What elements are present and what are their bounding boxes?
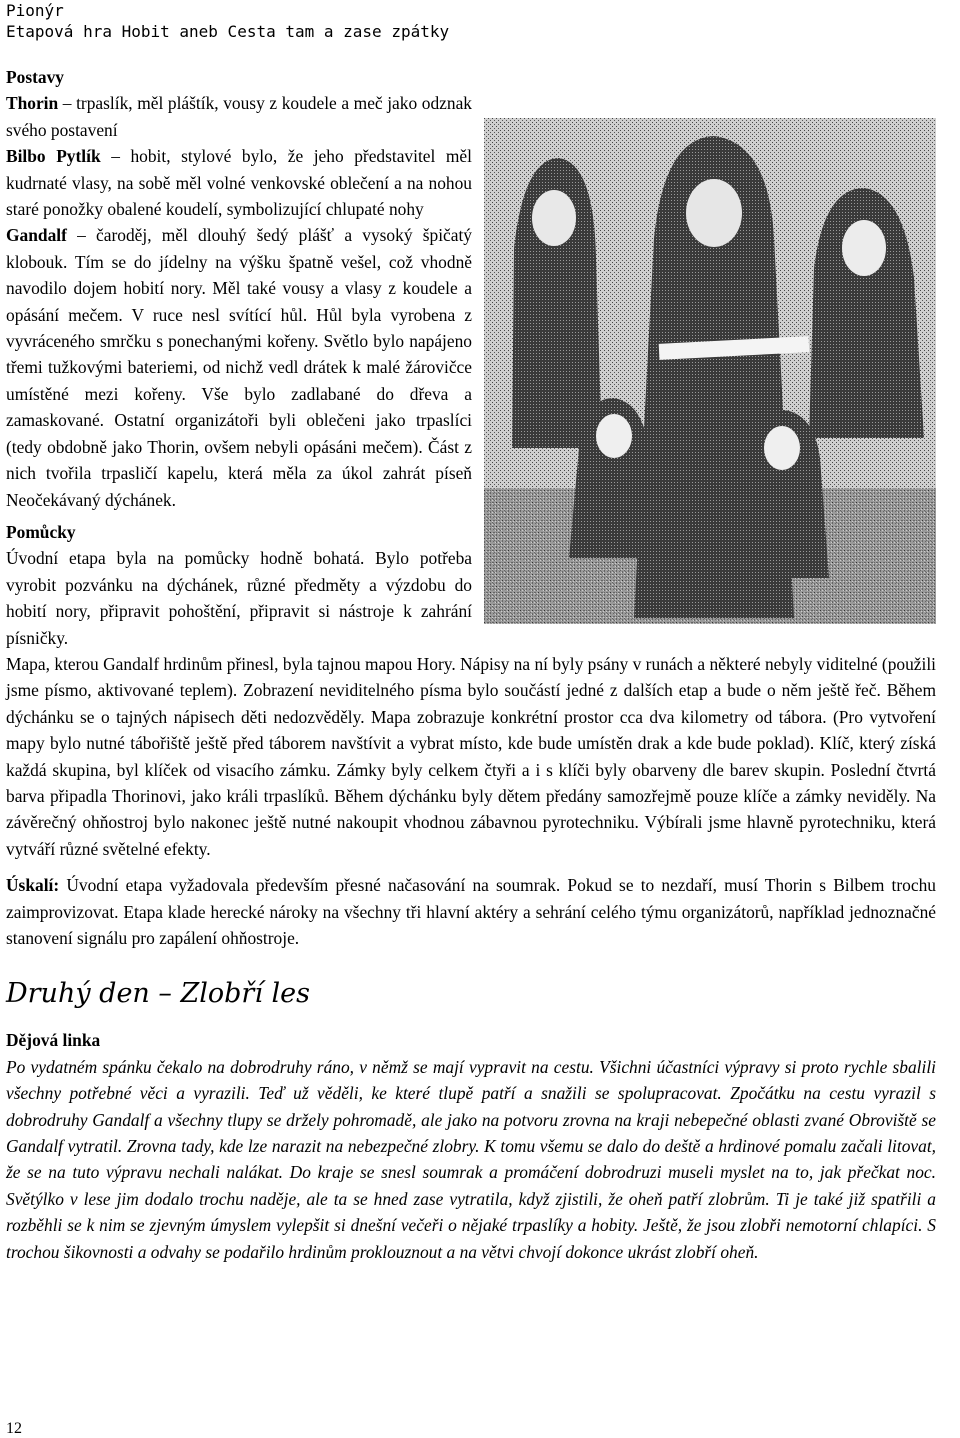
running-header: [6, 0, 449, 42]
section-heading-postavy: Postavy: [6, 67, 64, 87]
section-heading-dejova-linka: Dějová linka: [6, 1030, 101, 1051]
bilbo-name: Bilbo Pytlík: [6, 146, 101, 167]
day-title: Druhý den – Zlobří les: [6, 978, 311, 1010]
gandalf-name: Gandalf: [6, 225, 67, 246]
gandalf-text: – čaroděj, měl dlouhý šedý plášť a vysoký špičatý klobouk. Tím se do jídelny na výšku špatně vešel, což vhodně navodilo dojem hobití nory. Měl také vousy a vlasy z koudele a opásání mečem. V ruce nesl svítící hůl. Hůl byla vyrobena z vyvráceného smrčku s ponechanými kořeny. Světlo bylo napájeno třemi tužkovými bateriemi, od nichž vedl drátek k malé žárovičce umístěné mezi kořeny. Vše bylo zadlabané do dřeva a zamaskované. Ostatní organizátoři byli oblečeni jako trpaslíci (tedy obdobně jako Thorin, ovšem nebyli opásáni mečem). Část z nich tvořila trpasličí kapelu, která měla za úkol zahrát píseň Neočekávaný dýchánek.: [6, 225, 472, 510]
page-content: [6, 64, 936, 1265]
thorin-text: – trpaslík, měl pláštík, vousy z koudele a meč jako odznak svého postavení: [6, 93, 472, 140]
page-number: 12: [6, 1420, 22, 1437]
uskali-paragraph: [6, 872, 936, 951]
bilbo-text: – hobit, stylové bylo, že jeho představitel měl kudrnaté vlasy, na sobě měl volné venkovské oblečení a na nohou staré ponožky obalené koudelí, symbolizující chlupaté nohy: [6, 146, 472, 220]
uskali-label: Úskalí:: [6, 875, 60, 896]
section-heading-pomucky: Pomůcky: [6, 521, 76, 542]
uskali-text: Úvodní etapa vyžadovala především přesné načasování na soumrak. Pokud se to nezdaří, musí Thorin s Bilbem trochu zaimprovizovat. Etapa klade herecké nároky na všechny tři hlavní aktéry a sehrání celého týmu organizátorů, například jednoznačné stanovení signálu pro zapálení ohňostroje.: [6, 875, 936, 948]
thorin-name: Thorin: [6, 93, 59, 114]
dejova-linka-text: Po vydatném spánku čekalo na dobrodruhy ráno, v němž se mají vypravit na cestu. Všichni účastníci výpravy si proto rychle sbalili všechny potřebné věci a vyrazili. Teď už věděli, ke které tlupě patří a snažili se spolupracovat. Zpočátku na cestu vyrazil s dobrodruhy Gandalf a všechny tlupy se držely pohromadě, ale jako na potvoru zrovna na kraji nebepečné oblasti zvané Obroviště se Gandalf vytratil. Zrovna tady, kde lze narazit na nebezpečné zlobry. K tomu všemu se dalo do deště a hrdinové pomalu začali litovat, že se na tuto výpravu nechali nalákat. Do kraje se snesl soumrak a promáčení dobrodruzi museli myslet na to, jak přečkat noc. Světýlko v lese jim dodalo trochu naděje, ale ta se hned zase vytratila, když zjistili, že oheň patří zlobrům. Ti je také již spatřili a rozběhli se k nim se zjevným úmyslem vylepšit si dnešní večeři o nějaké trpaslíky a hobity. Ještě, že jsou zlobři nemotorní chlapíci. S trochou šikovnosti a odvahy se podařilo hrdinům proklouznout a na větvi chvojí dokonce ukrást zlobří oheň.: [6, 1056, 936, 1262]
header-title: Etapová hra Hobit aneb Cesta tam a zase zpátky: [6, 22, 450, 41]
costume-photo: [484, 118, 936, 624]
header-org: Pionýr: [6, 1, 64, 20]
pomucky-paragraph-2: Mapa, kterou Gandalf hrdinům přinesl, byla tajnou mapou Hory. Nápisy na ní byly psány v runách a některé nebyly viditelné (použili jsme písmo, aktivované teplem). Zobrazení neviditelného písma bylo součástí jedné z dalších etap a bude o něm ještě řeč. Během dýchánku se o tajných nápisech děti nedozvěděly. Mapa zobrazuje konkrétní prostor cca dva kilometry od tábora. (Pro vytvoření mapy bylo nutné tábořiště ještě před táborem navštívit a vybrat místo, kde bude umístěn drak a kde bude poklad). Klíč, který získá každá skupina, byl klíček od visacího zámku. Zámky byly celkem čtyři a i s klíči byly obarveny dle barev skupin. Poslední čtvrtá barva připadla Thorinovi, jako králi trpaslíků. Během dýchánku byly dětem předány samozřejmě pouze klíče a zámky neviděly. Na závěrečný ohňostroj bylo nakonec ještě nutné nakoupit vhodnou zábavnou pyrotechniku. Výbírali jsme hlavně pyrotechniku, která vytváří různé světelné efekty.: [6, 653, 936, 859]
pomucky-paragraph-1: Úvodní etapa byla na pomůcky hodně bohatá. Bylo potřeba vyrobit pozvánku na dýchánek, různé předměty a výzdobu do hobití nory, připravit pohoštění, připravit si nástroje k zahrání písničky.: [6, 548, 472, 648]
dejova-linka-block: [6, 1054, 936, 1265]
